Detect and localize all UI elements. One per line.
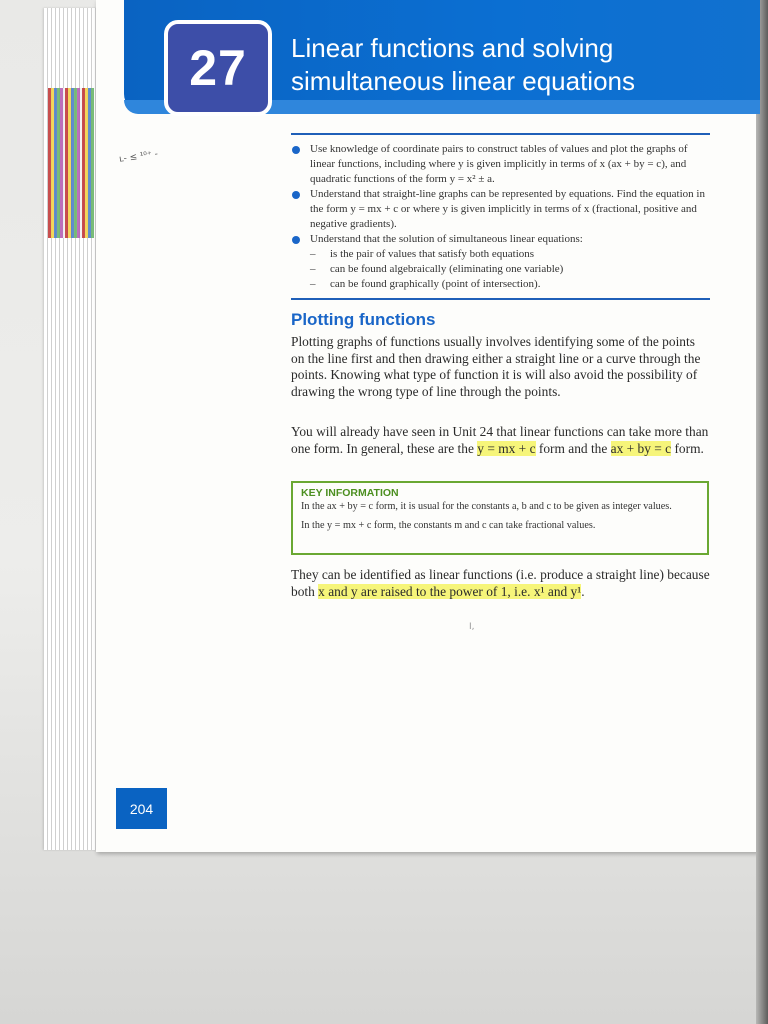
objective-subitem-text: can be found algebraically (eliminating one variable)	[330, 263, 564, 275]
bullet-icon	[292, 191, 300, 199]
objective-subitem	[310, 277, 710, 292]
paragraph-text: They can be identified as linear functions (i.e. produce a straight line) because both	[291, 567, 710, 599]
dash-icon: –	[310, 263, 316, 275]
paragraph-linear-forms	[291, 424, 711, 457]
paragraph-text: You will already have seen in Unit 24 that linear functions can take more than one form. In general, these are the	[291, 424, 709, 456]
learning-objectives	[291, 133, 710, 300]
objective-subitem	[310, 247, 710, 262]
stray-mark: I,	[469, 622, 475, 632]
objective-subitem-text: is the pair of values that satisfy both equations	[330, 248, 535, 260]
objective-item	[291, 142, 710, 187]
chapter-number-box	[164, 20, 272, 116]
page-right-shadow	[756, 0, 768, 1024]
bullet-icon	[292, 146, 300, 154]
paragraph-text: .	[581, 583, 585, 599]
section-heading: Plotting functions	[291, 310, 436, 329]
highlighted-text: x and y are raised to the power of 1, i.e. x¹ and y¹	[318, 583, 582, 599]
key-information-line: In the ax + by = c form, it is usual for the constants a, b and c to be given as integer values.	[301, 501, 672, 512]
objective-subitem	[310, 262, 710, 277]
paragraph-identify-linear	[291, 567, 711, 600]
chapter-number: 27	[189, 40, 247, 96]
paragraph-text: form.	[671, 440, 704, 456]
bullet-icon	[292, 236, 300, 244]
key-information-line: In the y = mx + c form, the constants m and c can take fractional values.	[301, 520, 596, 531]
objective-subitem-text: can be found graphically (point of intersection).	[330, 278, 541, 290]
key-information-title: KEY INFORMATION	[301, 487, 399, 499]
objective-text: Understand that the solution of simultaneous linear equations:	[310, 233, 583, 245]
page-number: 204	[129, 800, 154, 817]
paragraph-text: form and the	[535, 440, 611, 456]
dash-icon: –	[310, 278, 316, 290]
paragraph-plotting: Plotting graphs of functions usually involves identifying some of the points on the line first and then drawing either a straight line or a curve through the points. Knowing what type of function it is will also avoid the possibility of drawing the wrong type of line through the points.	[291, 334, 701, 399]
objective-item	[291, 187, 710, 232]
colored-edge-tabs	[48, 88, 94, 238]
dash-icon: –	[310, 248, 316, 260]
chapter-title: Linear functions and solving simultaneous linear equations	[291, 33, 635, 96]
highlighted-text: ax + by = c	[610, 440, 672, 456]
highlighted-text: y = mx + c	[477, 440, 536, 456]
objective-text: Use knowledge of coordinate pairs to construct tables of values and plot the graphs of linear functions, including where y is given implicitly in terms of x (ax + by = c), and quadratic functions of the form y = x² ± a.	[310, 143, 688, 185]
margin-scribble: ʟ- ≤ ¹⁰⁺ -	[118, 149, 159, 165]
objective-text: Understand that straight-line graphs can be represented by equations. Find the equation in the form y = mx + c or where y is given implicitly in terms of x (fractional, positive and negative gradients).	[310, 188, 705, 230]
page-number-box	[116, 788, 167, 829]
objective-item	[291, 232, 710, 292]
key-information-box	[291, 481, 709, 555]
